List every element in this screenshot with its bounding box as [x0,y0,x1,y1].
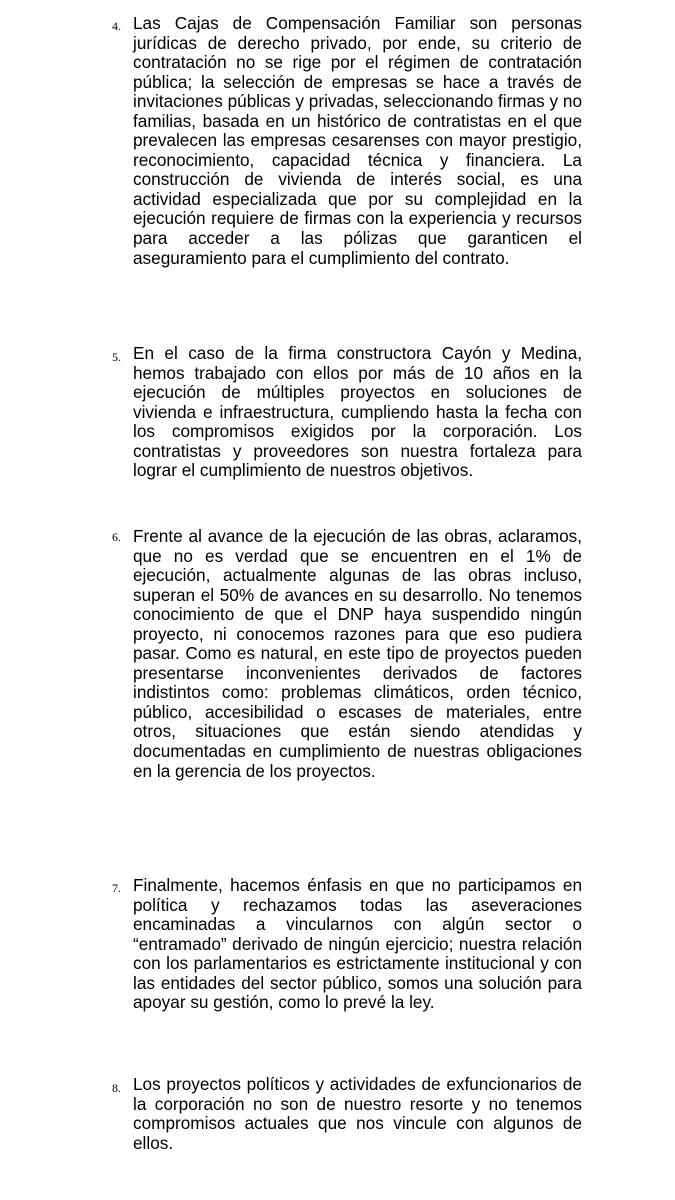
item-paragraph: En el caso de la firma constructora Cayón y Medina, hemos trabajado con ellos por más de 10 años en la ejecución de múltiples proyectos en soluciones de vivienda e infraestructura, cumpliendo hasta la fecha con los compromisos exigidos por la corporación. Los contratistas y proveedores son nuestra fortaleza para lograr el cumplimiento de nuestros objetivos. [133,343,582,481]
item-number: 5. [112,350,121,364]
list-item [112,1075,582,1153]
item-number: 4. [112,19,121,33]
list-item [112,14,582,268]
list-item [112,876,582,1013]
list-item [112,344,582,481]
item-number: 6. [112,530,121,544]
item-number: 8. [112,1081,121,1095]
item-number: 7. [112,881,121,895]
item-paragraph: Las Cajas de Compensación Familiar son personas jurídicas de derecho privado, por ende, su criterio de contratación no se rige por el régimen de contratación pública; la selección de empresas se hace a través de invitaciones públicas y privadas, seleccionando firmas y no familias, basada en un histórico de contratistas en el que prevalecen las empresas cesarenses con mayor prestigio, reconocimiento, capacidad técnica y financiera. La construcción de vivienda de interés social, es una actividad especializada que por su complejidad en la ejecución requiere de firmas con la experiencia y recursos para acceder a las pólizas que garanticen el aseguramiento para el cumplimiento del contrato. [133,13,583,268]
item-paragraph: Finalmente, hacemos énfasis en que no participamos en política y rechazamos todas las aseveraciones encaminadas a vincularnos con algún sector o “entramado” derivado de ningún ejercicio; nuestra relación con los parlamentarios es estrictamente institucional y con las entidades del sector público, somos una solución para apoyar su gestión, como lo prevé la ley. [133,875,582,1013]
list-item [112,527,582,781]
item-paragraph: Frente al avance de la ejecución de las obras, aclaramos, que no es verdad que se encuentren en el 1% de ejecución, actualmente algunas de las obras incluso, superan el 50% de avances en su desarrollo. No tenemos conocimiento de que el DNP haya suspendido ningún proyecto, ni conocemos razones para que eso pudiera pasar. Como es natural, en este tipo de proyectos pueden presentarse inconvenientes derivados de factores indistintos como: problemas climáticos, orden técnico, público, accesibilidad o escases de materiales, entre otros, situaciones que están siendo atendidas y documentadas en cumplimiento de nuestras obligaciones en la gerencia de los proyectos. [133,526,582,781]
item-paragraph: Los proyectos políticos y actividades de exfuncionarios de la corporación no son de nuestro resorte y no tenemos compromisos actuales que nos vincule con algunos de ellos. [133,1074,582,1153]
